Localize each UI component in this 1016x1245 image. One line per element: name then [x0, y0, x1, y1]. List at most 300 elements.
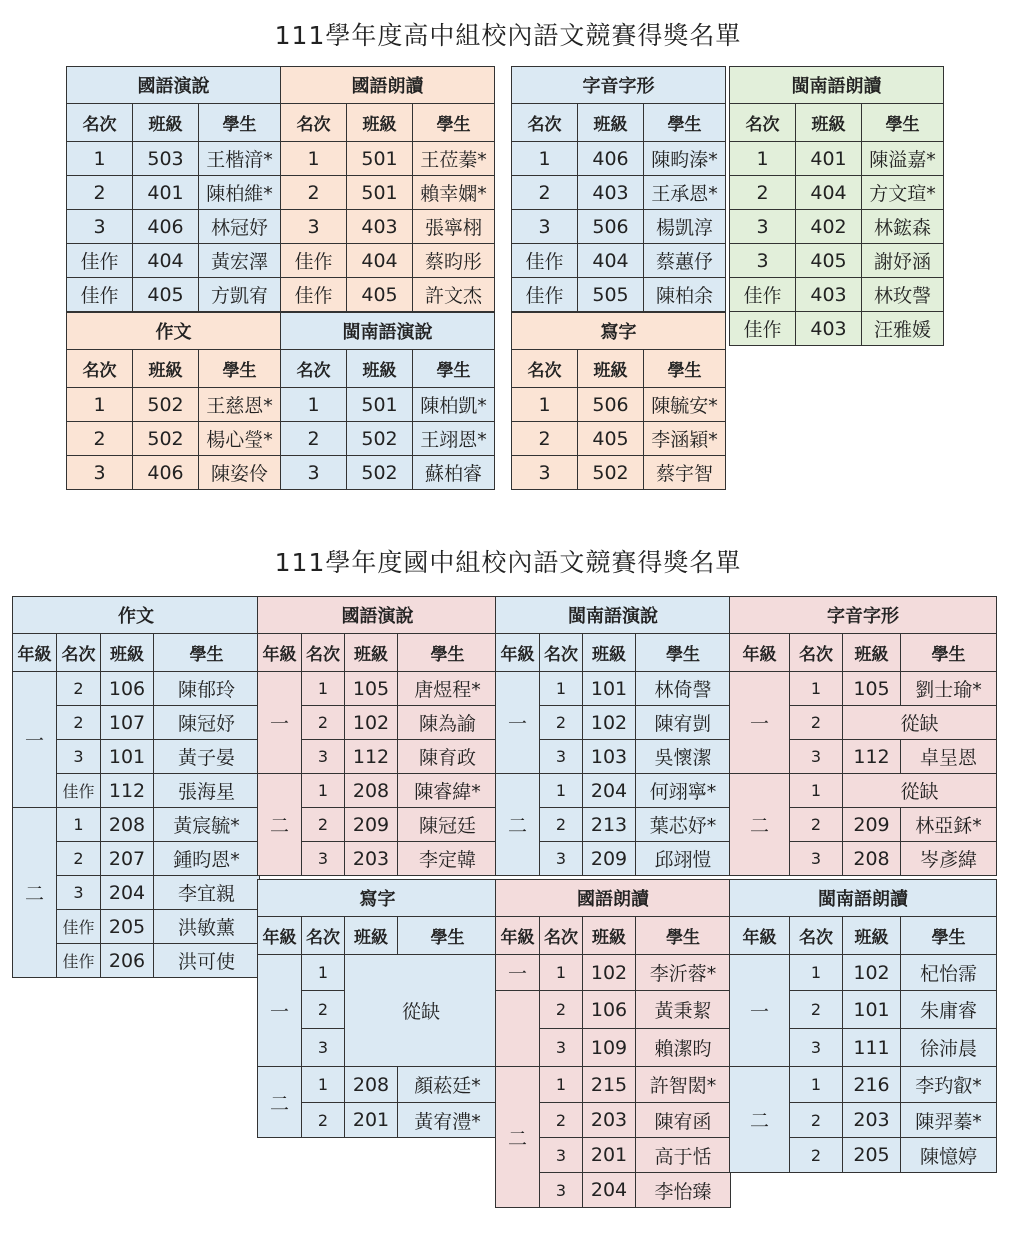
student-name: 李玓叡* — [900, 1066, 997, 1103]
column-header: 名次 — [789, 916, 843, 955]
rank: 1 — [789, 671, 843, 706]
class-number: 203 — [344, 841, 398, 876]
table-title: 閩南語朗讀 — [729, 66, 944, 104]
rank: 1 — [301, 954, 345, 991]
rank: 2 — [539, 990, 583, 1029]
rank: 3 — [539, 1172, 583, 1208]
hs-table-mnspeech — [280, 312, 494, 489]
rank: 2 — [56, 671, 101, 706]
student-name: 賴幸嫻* — [412, 175, 495, 210]
class-number: 404 — [132, 243, 199, 278]
column-header: 年級 — [729, 633, 790, 672]
rank: 2 — [511, 175, 578, 210]
column-header: 學生 — [198, 349, 281, 388]
rank: 3 — [511, 209, 578, 244]
class-number: 406 — [132, 209, 199, 244]
rank: 2 — [56, 841, 101, 876]
rank: 2 — [66, 175, 133, 210]
column-header: 班級 — [842, 916, 901, 955]
rank: 2 — [56, 705, 101, 740]
student-name: 王楷湇* — [198, 141, 281, 176]
column-header: 班級 — [344, 916, 398, 955]
hs-table-mnread — [729, 66, 943, 345]
class-number: 106 — [100, 671, 154, 706]
class-number: 201 — [582, 1137, 636, 1173]
student-name: 李怡臻 — [635, 1172, 731, 1208]
class-number: 502 — [346, 421, 413, 456]
student-name: 許智閎* — [635, 1066, 731, 1103]
rank: 3 — [280, 455, 347, 490]
table-title: 字音字形 — [729, 596, 997, 634]
grade-label: 一 — [257, 671, 302, 774]
class-number: 102 — [582, 954, 636, 991]
rank: 1 — [301, 773, 345, 808]
column-header: 班級 — [577, 349, 644, 388]
table-title: 國語朗讀 — [495, 879, 731, 917]
column-header: 學生 — [198, 103, 281, 142]
rank: 2 — [789, 807, 843, 842]
column-header: 班級 — [346, 103, 413, 142]
rank: 3 — [66, 209, 133, 244]
class-number: 401 — [795, 141, 862, 176]
class-number: 102 — [842, 954, 901, 991]
class-number: 208 — [344, 1066, 398, 1103]
student-name: 陳柏余 — [643, 277, 726, 312]
student-name: 林倚謦 — [635, 671, 731, 706]
class-number: 209 — [344, 807, 398, 842]
class-number: 207 — [100, 841, 154, 876]
class-number: 502 — [132, 387, 199, 422]
rank: 2 — [280, 421, 347, 456]
class-number: 216 — [842, 1066, 901, 1103]
column-header: 班級 — [577, 103, 644, 142]
hs-table-essay — [66, 312, 280, 489]
column-header: 學生 — [643, 349, 726, 388]
column-header: 名次 — [539, 633, 583, 672]
high-school-title: 111學年度高中組校內語文競賽得獎名單 — [274, 21, 742, 50]
rank: 3 — [66, 455, 133, 490]
student-name: 陳育政 — [397, 739, 498, 774]
table-title: 國語朗讀 — [280, 66, 495, 104]
class-number: 209 — [842, 807, 901, 842]
hs-table-speech — [66, 66, 280, 311]
grade-label: 二 — [729, 1066, 790, 1173]
grade-label: 一 — [257, 954, 302, 1067]
student-name: 黃子晏 — [153, 739, 260, 774]
column-header: 學生 — [153, 633, 260, 672]
class-number: 503 — [132, 141, 199, 176]
student-name: 謝妤涵 — [861, 243, 944, 278]
rank: 2 — [789, 1102, 843, 1138]
grade-label: 二 — [495, 1066, 540, 1208]
rank: 1 — [66, 387, 133, 422]
class-number: 106 — [582, 990, 636, 1029]
student-name: 劉士瑜* — [900, 671, 997, 706]
rank: 1 — [511, 141, 578, 176]
class-number: 501 — [346, 141, 413, 176]
column-header: 學生 — [861, 103, 944, 142]
student-name: 陳冠廷 — [397, 807, 498, 842]
student-name: 陳宥函 — [635, 1102, 731, 1138]
column-header: 學生 — [900, 916, 997, 955]
student-name: 陳憶婷 — [900, 1137, 997, 1173]
student-name: 陳宥剴 — [635, 705, 731, 740]
column-header: 名次 — [280, 103, 347, 142]
class-number: 403 — [795, 311, 862, 346]
rank: 1 — [789, 773, 843, 808]
student-name: 何翊寧* — [635, 773, 731, 808]
jh-table-reading — [495, 879, 730, 1207]
column-header: 學生 — [643, 103, 726, 142]
class-number: 501 — [346, 387, 413, 422]
student-name: 唐煜程* — [397, 671, 498, 706]
class-number: 204 — [582, 1172, 636, 1208]
student-name: 黃秉絜 — [635, 990, 731, 1029]
grade-label: 一 — [12, 671, 57, 808]
rank: 3 — [301, 841, 345, 876]
rank: 2 — [539, 1102, 583, 1138]
rank: 3 — [539, 1028, 583, 1067]
column-header: 學生 — [397, 916, 498, 955]
rank: 佳作 — [56, 773, 101, 808]
table-title: 閩南語朗讀 — [729, 879, 997, 917]
rank: 1 — [539, 954, 583, 991]
student-name: 邱翊愷 — [635, 841, 731, 876]
rank: 3 — [729, 209, 796, 244]
student-name: 杞怡霈 — [900, 954, 997, 991]
rank: 2 — [789, 990, 843, 1029]
grade-spacer — [495, 990, 540, 1067]
student-name: 陳柏凱* — [412, 387, 495, 422]
rank: 3 — [539, 739, 583, 774]
grade-label: 二 — [495, 773, 540, 876]
jh-table-writing — [257, 879, 497, 1137]
class-number: 402 — [795, 209, 862, 244]
student-name: 林鋐森 — [861, 209, 944, 244]
student-name: 李定韓 — [397, 841, 498, 876]
student-name: 陳睿緯* — [397, 773, 498, 808]
class-number: 209 — [582, 841, 636, 876]
student-name: 方文瑄* — [861, 175, 944, 210]
table-title: 寫字 — [257, 879, 498, 917]
grade-label: 一 — [729, 671, 790, 774]
grade-label: 一 — [495, 954, 540, 991]
class-number: 213 — [582, 807, 636, 842]
student-name: 陳郁玲 — [153, 671, 260, 706]
class-number: 105 — [842, 671, 901, 706]
rank: 3 — [789, 1028, 843, 1067]
column-header: 學生 — [900, 633, 997, 672]
class-number: 502 — [577, 455, 644, 490]
rank: 2 — [539, 705, 583, 740]
student-name: 顏菘廷* — [397, 1066, 498, 1103]
column-header: 年級 — [729, 916, 790, 955]
student-name: 楊心瑩* — [198, 421, 281, 456]
column-header: 名次 — [56, 633, 101, 672]
class-number: 406 — [577, 141, 644, 176]
column-header: 名次 — [301, 633, 345, 672]
class-number: 201 — [344, 1102, 398, 1138]
rank: 佳作 — [56, 943, 101, 978]
student-name: 陳畇溱* — [643, 141, 726, 176]
student-name: 黃宏澤 — [198, 243, 281, 278]
class-number: 111 — [842, 1028, 901, 1067]
class-number: 502 — [346, 455, 413, 490]
column-header: 名次 — [511, 349, 578, 388]
student-name: 賴潔昀 — [635, 1028, 731, 1067]
column-header: 學生 — [635, 916, 731, 955]
student-name: 徐沛晨 — [900, 1028, 997, 1067]
class-number: 208 — [842, 841, 901, 876]
rank: 3 — [56, 875, 101, 910]
rank: 1 — [280, 387, 347, 422]
column-header: 學生 — [635, 633, 731, 672]
class-number: 109 — [582, 1028, 636, 1067]
student-name: 蔡蕙伃 — [643, 243, 726, 278]
class-number: 405 — [132, 277, 199, 312]
class-number: 505 — [577, 277, 644, 312]
rank: 2 — [301, 807, 345, 842]
junior-high-title: 111學年度國中組校內語文競賽得獎名單 — [274, 548, 742, 577]
rank: 佳作 — [511, 243, 578, 278]
student-name: 汪雅媛 — [861, 311, 944, 346]
jh-table-essay — [12, 596, 259, 977]
class-number: 101 — [842, 990, 901, 1029]
jh-table-mnspeech — [495, 596, 730, 875]
student-name: 張海星 — [153, 773, 260, 808]
student-name: 朱庸睿 — [900, 990, 997, 1029]
student-name: 葉芯妤* — [635, 807, 731, 842]
rank: 2 — [511, 421, 578, 456]
rank: 3 — [729, 243, 796, 278]
rank: 2 — [301, 1102, 345, 1138]
rank: 佳作 — [729, 277, 796, 312]
class-number: 112 — [842, 739, 901, 774]
jh-table-mnread — [729, 879, 996, 1172]
column-header: 名次 — [66, 349, 133, 388]
class-number: 501 — [346, 175, 413, 210]
student-name: 岑彥緯 — [900, 841, 997, 876]
student-name: 陳姿伶 — [198, 455, 281, 490]
table-title: 作文 — [66, 312, 281, 350]
rank: 1 — [789, 954, 843, 991]
rank: 2 — [729, 175, 796, 210]
column-header: 班級 — [132, 103, 199, 142]
class-number: 105 — [344, 671, 398, 706]
rank: 3 — [511, 455, 578, 490]
student-name: 洪敏薰 — [153, 909, 260, 944]
rank: 3 — [789, 841, 843, 876]
class-number: 502 — [132, 421, 199, 456]
rank: 佳作 — [280, 243, 347, 278]
column-header: 年級 — [12, 633, 57, 672]
student-name: 王承恩* — [643, 175, 726, 210]
column-header: 班級 — [582, 916, 636, 955]
column-header: 班級 — [100, 633, 154, 672]
student-name: 黃宸毓* — [153, 807, 260, 842]
rank: 佳作 — [280, 277, 347, 312]
table-title: 寫字 — [511, 312, 726, 350]
rank: 3 — [56, 739, 101, 774]
column-header: 名次 — [789, 633, 843, 672]
column-header: 名次 — [66, 103, 133, 142]
student-name: 王翊恩* — [412, 421, 495, 456]
class-number: 203 — [842, 1102, 901, 1138]
rank: 1 — [66, 141, 133, 176]
column-header: 名次 — [511, 103, 578, 142]
rank: 1 — [301, 1066, 345, 1103]
student-name: 林玫謦 — [861, 277, 944, 312]
rank: 1 — [539, 1066, 583, 1103]
class-number: 506 — [577, 209, 644, 244]
rank: 3 — [789, 739, 843, 774]
column-header: 年級 — [495, 916, 540, 955]
column-header: 班級 — [346, 349, 413, 388]
rank: 3 — [301, 739, 345, 774]
column-header: 學生 — [412, 349, 495, 388]
student-name: 陳冠妤 — [153, 705, 260, 740]
absent-note: 從缺 — [842, 773, 997, 808]
rank: 1 — [301, 671, 345, 706]
student-name: 方凱宥 — [198, 277, 281, 312]
class-number: 205 — [100, 909, 154, 944]
rank: 2 — [789, 1137, 843, 1173]
rank: 1 — [539, 773, 583, 808]
column-header: 班級 — [344, 633, 398, 672]
rank: 1 — [729, 141, 796, 176]
student-name: 卓呈恩 — [900, 739, 997, 774]
grade-label: 二 — [12, 807, 57, 978]
rank: 2 — [280, 175, 347, 210]
hs-table-reading — [280, 66, 494, 311]
rank: 3 — [301, 1028, 345, 1067]
rank: 佳作 — [511, 277, 578, 312]
rank: 1 — [789, 1066, 843, 1103]
student-name: 林冠妤 — [198, 209, 281, 244]
student-name: 洪可使 — [153, 943, 260, 978]
column-header: 名次 — [539, 916, 583, 955]
rank: 佳作 — [66, 277, 133, 312]
student-name: 黃宥澧* — [397, 1102, 498, 1138]
student-name: 張寧栩 — [412, 209, 495, 244]
student-name: 李沂蓉* — [635, 954, 731, 991]
student-name: 楊凱淳 — [643, 209, 726, 244]
student-name: 鍾昀恩* — [153, 841, 260, 876]
rank: 1 — [56, 807, 101, 842]
column-header: 年級 — [257, 916, 302, 955]
student-name: 蔡宇智 — [643, 455, 726, 490]
class-number: 403 — [346, 209, 413, 244]
class-number: 506 — [577, 387, 644, 422]
class-number: 102 — [582, 705, 636, 740]
class-number: 404 — [795, 175, 862, 210]
class-number: 203 — [582, 1102, 636, 1138]
rank: 3 — [280, 209, 347, 244]
class-number: 204 — [582, 773, 636, 808]
grade-label: 一 — [729, 954, 790, 1067]
table-title: 作文 — [12, 596, 260, 634]
class-number: 404 — [346, 243, 413, 278]
rank: 2 — [789, 705, 843, 740]
column-header: 班級 — [795, 103, 862, 142]
student-name: 林亞鉌* — [900, 807, 997, 842]
rank: 佳作 — [729, 311, 796, 346]
column-header: 班級 — [132, 349, 199, 388]
table-title: 字音字形 — [511, 66, 726, 104]
class-number: 404 — [577, 243, 644, 278]
table-title: 國語演說 — [66, 66, 281, 104]
student-name: 王莅蓁* — [412, 141, 495, 176]
student-name: 許文杰 — [412, 277, 495, 312]
student-name: 李涵穎* — [643, 421, 726, 456]
column-header: 名次 — [729, 103, 796, 142]
class-number: 206 — [100, 943, 154, 978]
student-name: 李宜親 — [153, 875, 260, 910]
class-number: 215 — [582, 1066, 636, 1103]
column-header: 學生 — [397, 633, 498, 672]
rank: 3 — [539, 841, 583, 876]
class-number: 101 — [582, 671, 636, 706]
table-title: 閩南語演說 — [495, 596, 731, 634]
student-name: 陳溢嘉* — [861, 141, 944, 176]
rank: 佳作 — [66, 243, 133, 278]
student-name: 蔡昀彤 — [412, 243, 495, 278]
class-number: 406 — [132, 455, 199, 490]
table-title: 國語演說 — [257, 596, 498, 634]
hs-table-char — [511, 66, 725, 311]
class-number: 403 — [577, 175, 644, 210]
class-number: 107 — [100, 705, 154, 740]
rank: 1 — [511, 387, 578, 422]
rank: 3 — [539, 1137, 583, 1173]
rank: 2 — [539, 807, 583, 842]
column-header: 年級 — [257, 633, 302, 672]
class-number: 208 — [100, 807, 154, 842]
class-number: 208 — [344, 773, 398, 808]
grade-label: 二 — [257, 773, 302, 876]
column-header: 年級 — [495, 633, 540, 672]
table-title: 閩南語演說 — [280, 312, 495, 350]
class-number: 405 — [346, 277, 413, 312]
class-number: 102 — [344, 705, 398, 740]
student-name: 陳羿蓁* — [900, 1102, 997, 1138]
rank: 1 — [539, 671, 583, 706]
class-number: 403 — [795, 277, 862, 312]
student-name: 王慈恩* — [198, 387, 281, 422]
student-name: 高于恬 — [635, 1137, 731, 1173]
jh-table-char — [729, 596, 996, 875]
rank: 2 — [301, 705, 345, 740]
column-header: 班級 — [842, 633, 901, 672]
absent-note: 從缺 — [842, 705, 997, 740]
class-number: 101 — [100, 739, 154, 774]
hs-table-writing — [511, 312, 725, 489]
column-header: 名次 — [280, 349, 347, 388]
class-number: 401 — [132, 175, 199, 210]
student-name: 陳毓安* — [643, 387, 726, 422]
class-number: 112 — [100, 773, 154, 808]
grade-label: 二 — [257, 1066, 302, 1138]
class-number: 405 — [795, 243, 862, 278]
column-header: 學生 — [412, 103, 495, 142]
class-number: 205 — [842, 1137, 901, 1173]
rank: 2 — [301, 990, 345, 1029]
class-number: 204 — [100, 875, 154, 910]
absent-note: 從缺 — [344, 954, 498, 1067]
class-number: 405 — [577, 421, 644, 456]
column-header: 班級 — [582, 633, 636, 672]
grade-label: 一 — [495, 671, 540, 774]
